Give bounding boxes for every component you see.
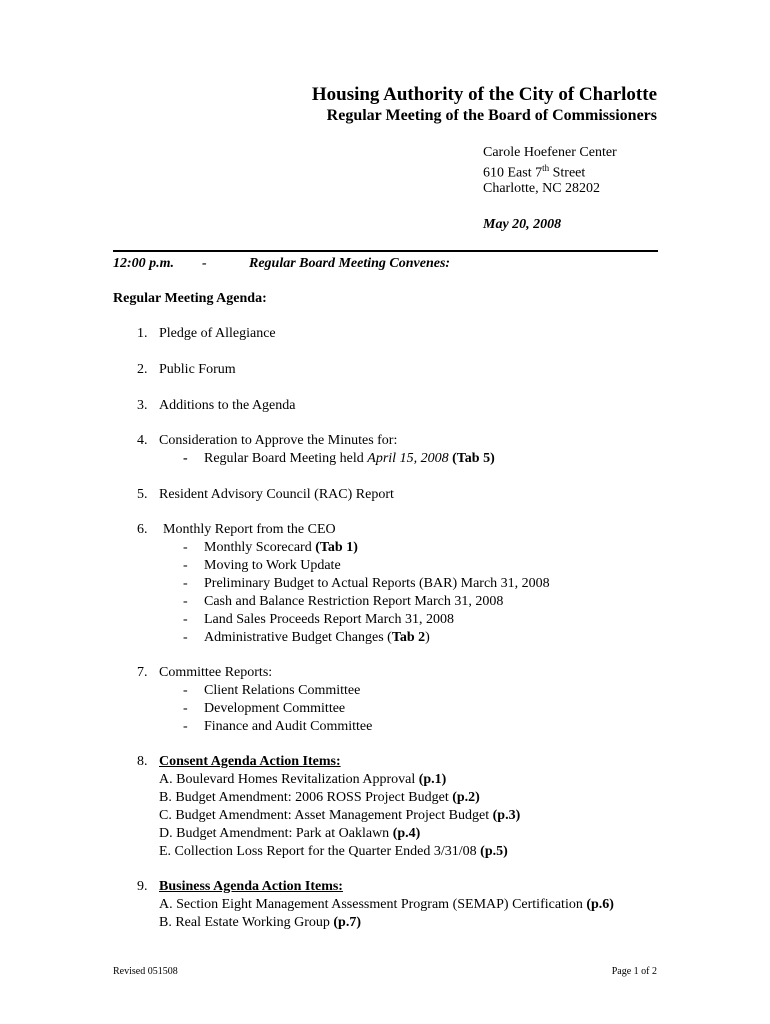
sub-item-text: Development Committee [204, 701, 346, 716]
sub-item-dash: - [183, 594, 188, 609]
page-reference: (p.6) [586, 897, 614, 912]
page-reference: (p.2) [452, 790, 480, 805]
meeting-date: May 20, 2008 [483, 217, 562, 232]
action-item-label: A. Section Eight Management Assessment Program (SEMAP) Certification [159, 897, 587, 912]
address-street-suffix: Street [549, 165, 586, 181]
action-item [159, 772, 446, 788]
sub-item-dash: - [183, 540, 188, 555]
sub-item-text: Client Relations Committee [204, 683, 361, 698]
sub-item-text: Cash and Balance Restriction Report March 31, 2008 [204, 594, 504, 609]
document-subtitle: Regular Meeting of the Board of Commissioners [326, 107, 657, 124]
item-number: 1. [137, 326, 148, 341]
sub-item-text: Finance and Audit Committee [204, 719, 373, 734]
item-number: 6. [137, 522, 148, 537]
tab-reference: Tab 2 [391, 630, 426, 645]
page-reference: (p.7) [333, 915, 361, 930]
page-reference: (p.1) [418, 772, 447, 787]
sub-item-text: Land Sales Proceeds Report March 31, 2008 [204, 612, 454, 627]
address-venue: Carole Hoefener Center [483, 145, 617, 160]
item-number: 7. [137, 665, 148, 680]
action-item-label: E. Collection Loss Report for the Quarter Ended 3/31/08 [159, 844, 481, 859]
sub-item-text: Moving to Work Update [204, 558, 341, 573]
action-item-label: C. Budget Amendment: Asset Management Project Budget [159, 808, 493, 823]
item-text: Monthly Report from the CEO [163, 522, 336, 537]
sub-item-text [204, 630, 430, 646]
item-text: Public Forum [159, 362, 236, 377]
revision-note: Revised 051508 [113, 966, 178, 977]
section-heading: Consent Agenda Action Items: [159, 754, 341, 769]
item-text: Committee Reports: [159, 665, 273, 680]
item-number: 5. [137, 487, 148, 502]
page-reference: (p.4) [392, 826, 421, 841]
sub-item-dash: - [183, 683, 188, 698]
sub-item-end: ) [425, 630, 430, 645]
item-number: 8. [137, 754, 148, 769]
item-text: Pledge of Allegiance [159, 326, 276, 341]
convene-label: Regular Board Meeting Convenes: [249, 256, 451, 271]
action-item-label: B. Real Estate Working Group [159, 915, 334, 930]
address-street-sup: th [542, 163, 550, 173]
page-number: Page 1 of 2 [611, 966, 657, 977]
address-street-prefix: 610 East 7 [483, 165, 543, 181]
action-item-label: B. Budget Amendment: 2006 ROSS Project Budget [159, 790, 453, 805]
sub-item-label: Monthly Scorecard [204, 540, 316, 555]
sub-item-text: Preliminary Budget to Actual Reports (BAR) March 31, 2008 [204, 576, 550, 591]
page-reference: (p.5) [480, 844, 508, 859]
action-item-label: A. Boulevard Homes Revitalization Approval [159, 772, 419, 787]
item-number: 4. [137, 433, 148, 448]
sub-item-date: April 15, 2008 [367, 451, 449, 466]
item-number: 3. [137, 398, 148, 413]
sub-item-label: Regular Board Meeting held [204, 451, 368, 466]
tab-reference: (Tab 1) [315, 540, 358, 555]
action-item [159, 790, 480, 806]
sub-item-dash: - [183, 558, 188, 573]
header-divider [113, 250, 658, 252]
convene-dash: - [202, 256, 207, 271]
item-text: Resident Advisory Council (RAC) Report [159, 487, 394, 502]
sub-item-text [204, 540, 358, 556]
document-title: Housing Authority of the City of Charlotte [311, 84, 657, 105]
action-item [159, 826, 420, 842]
action-item [159, 897, 614, 913]
action-item [159, 915, 361, 931]
action-item-label: D. Budget Amendment: Park at Oaklawn [159, 826, 393, 841]
sub-item-dash: - [183, 630, 188, 645]
item-number: 2. [137, 362, 148, 377]
sub-item-text [204, 451, 495, 467]
page-reference: (p.3) [492, 808, 521, 823]
tab-reference: (Tab 5) [448, 451, 495, 466]
address-street [483, 163, 585, 182]
sub-item-label: Administrative Budget Changes ( [204, 630, 392, 645]
sub-item-dash: - [183, 612, 188, 627]
sub-item-dash: - [183, 701, 188, 716]
item-text: Additions to the Agenda [159, 398, 296, 413]
convene-time: 12:00 p.m. [113, 256, 175, 271]
sub-item-dash: - [183, 719, 188, 734]
action-item [159, 844, 508, 860]
item-number: 9. [137, 879, 148, 894]
action-item [159, 808, 520, 824]
sub-item-dash: - [183, 451, 188, 466]
agenda-heading: Regular Meeting Agenda: [113, 291, 267, 306]
address-city: Charlotte, NC 28202 [483, 181, 601, 196]
section-heading: Business Agenda Action Items: [159, 879, 343, 894]
sub-item-dash: - [183, 576, 188, 591]
item-text: Consideration to Approve the Minutes for: [159, 433, 398, 448]
